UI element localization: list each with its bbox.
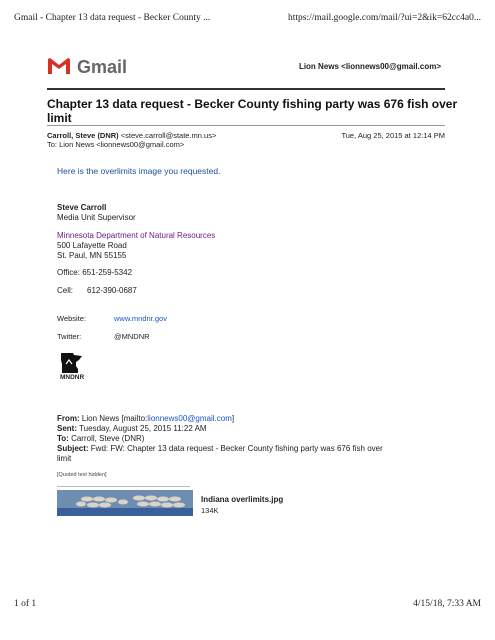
sig-website-link[interactable]: www.mndnr.gov [114,314,167,323]
message-date: Tue, Aug 25, 2015 at 12:14 PM [341,131,445,140]
attachment-thumbnail[interactable] [57,490,193,521]
attachment-divider [57,486,190,487]
fwd-subject-cont: limit [57,454,72,463]
sig-twitter: @MNDNR [114,332,150,341]
sig-title: Media Unit Supervisor [57,213,136,222]
page-number: 1 of 1 [14,599,37,609]
attachment-size: 134K [201,506,219,515]
sig-name: Steve Carroll [57,203,107,212]
sig-street: 500 Lafayette Road [57,241,127,250]
fish-photo-image [57,490,193,516]
fwd-subject: Subject: Fwd: FW: Chapter 13 data request - Becker County fishing party was 676 fish over [57,444,383,453]
attachment-name[interactable]: Indiana overlimits.jpg [201,495,284,504]
gmail-logo [47,57,71,80]
sender [47,131,216,140]
print-timestamp: 4/15/18, 7:33 AM [413,599,481,609]
fwd-from: From: Lion News [mailto:lionnews00@gmail.com] [57,414,235,423]
sig-org: Minnesota Department of Natural Resources [57,231,216,240]
quoted-text-hidden[interactable]: [Quoted text hidden] [57,472,107,478]
print-title: Gmail - Chapter 13 data request - Becker County ... [14,13,211,23]
sig-cell: 612-390-0687 [87,286,137,295]
minnesota-state-icon [59,352,85,374]
header-divider [47,88,445,90]
sig-office: Office: 651-259-5342 [57,268,133,277]
fwd-to: To: Carroll, Steve (DNR) [57,434,145,443]
sig-city: St. Paul, MN 55155 [57,251,127,260]
mndnr-logo-text: MNDNR [60,374,85,381]
sender-email: <steve.carroll@state.mn.us> [120,131,217,140]
sender-name: Carroll, Steve (DNR) [47,131,119,140]
email-subject-line1: Chapter 13 data request - Becker County fishing party was 676 fish over [47,97,458,111]
account-label: Lion News <lionnews00@gmail.com> [298,62,441,71]
fwd-sent: Sent: Tuesday, August 25, 2015 11:22 AM [57,424,207,433]
sig-cell-label: Cell: [57,286,74,295]
subject-divider [47,125,445,126]
greeting-text: Here is the overlimits image you requested. [57,166,221,176]
gmail-envelope-icon [47,57,71,75]
recipient: To: Lion News <lionnews00@gmail.com> [47,140,185,149]
sig-twitter-label: Twitter: [57,332,82,341]
gmail-wordmark: Gmail [77,57,128,77]
sig-website-label: Website: [57,314,87,323]
print-url: https://mail.google.com/mail/?ui=2&ik=62cc4a0... [287,13,481,23]
email-subject-line2: limit [47,111,72,125]
fwd-from-email-link[interactable]: lionnews00@gmail.com [147,414,232,423]
